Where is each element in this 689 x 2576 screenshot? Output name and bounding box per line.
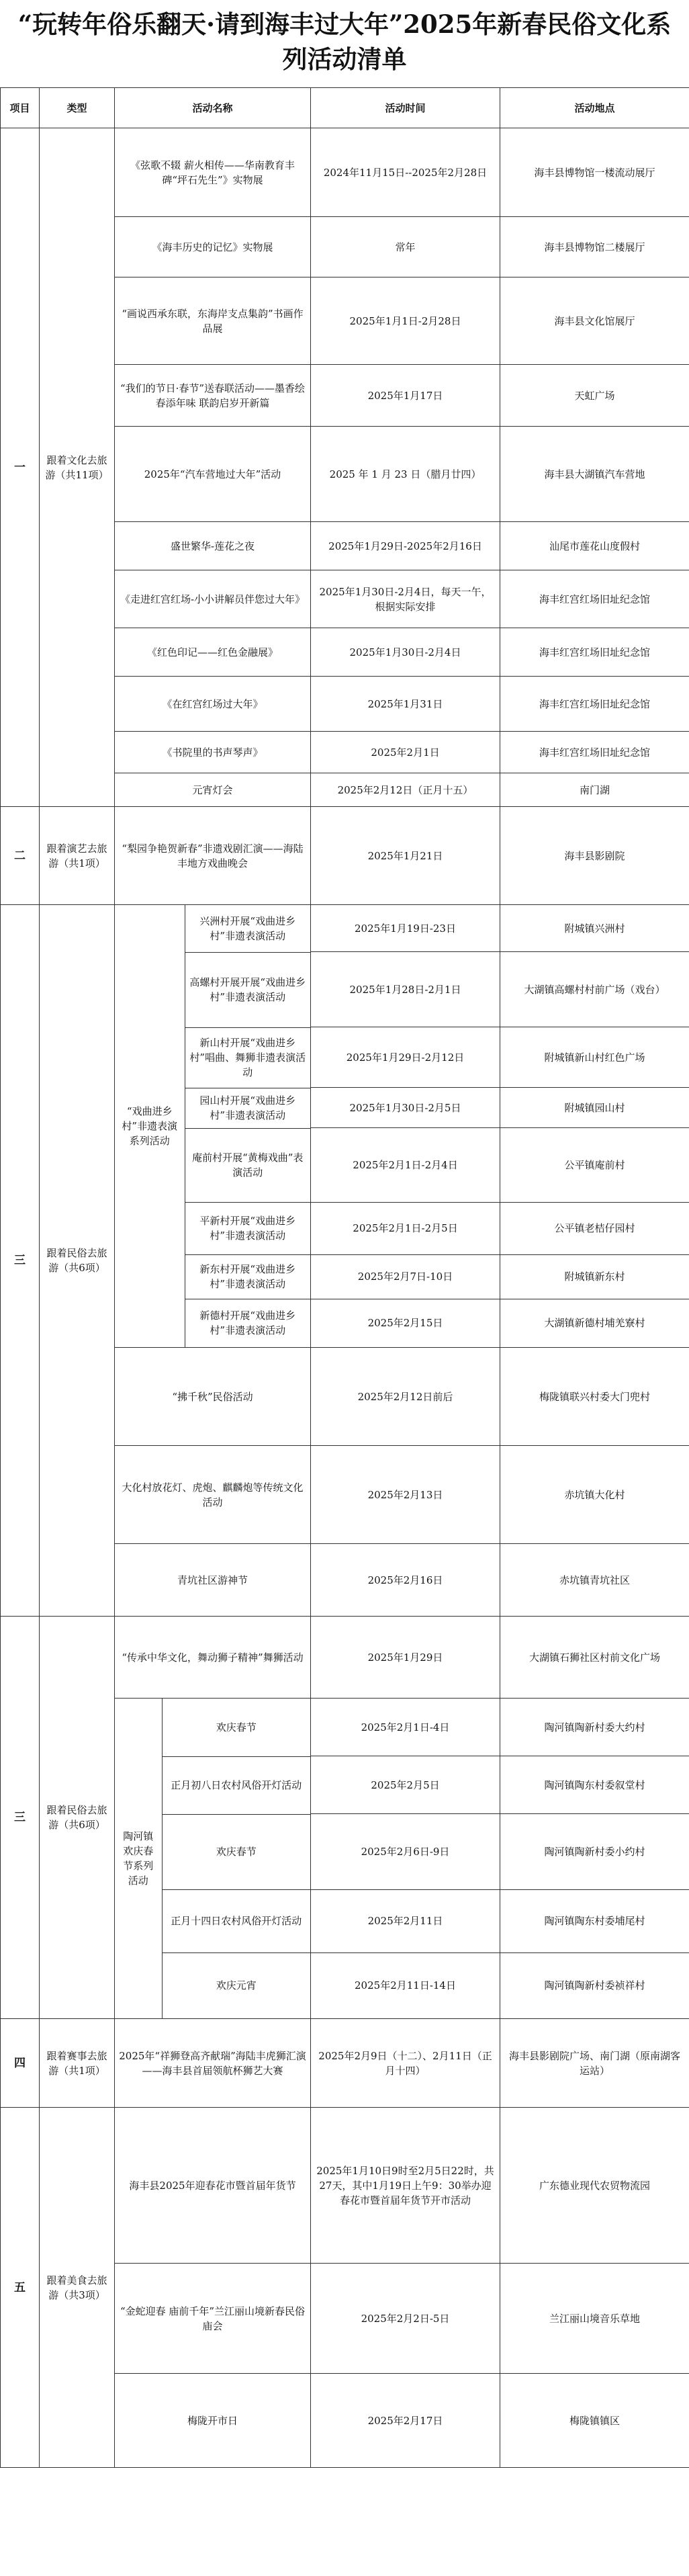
activity-time: 2025年2月9日（十二）、2月11日（正月十四） xyxy=(311,2019,500,2108)
group-category: 跟着民俗去旅游（共6项） xyxy=(40,905,115,1617)
activity-name: 盛世繁华-莲花之夜 xyxy=(115,522,311,570)
activity-time: 2025年2月17日 xyxy=(311,2374,500,2468)
activity-name: 欢庆春节 xyxy=(162,1699,310,1756)
group-category: 跟着赛事去旅游（共1项） xyxy=(40,2019,115,2108)
activity-place: 附城镇新东村 xyxy=(500,1254,689,1299)
activity-place: 陶河镇陶新村委小约村 xyxy=(500,1814,689,1889)
activity-time: 2025年2月13日 xyxy=(311,1446,500,1544)
group-number: 二 xyxy=(1,807,40,905)
activity-name: 欢庆春节 xyxy=(162,1814,310,1889)
activity-place: 陶河镇陶东村委叙堂村 xyxy=(500,1756,689,1814)
activity-time: 2025年1月30日-2月4日，每天一午，根据实际安排 xyxy=(311,570,500,628)
activity-name: 2025年“祥狮登高齐献瑞”海陆丰虎狮汇演——海丰县首届领航杯狮艺大赛 xyxy=(115,2019,311,2108)
activity-place: 附城镇园山村 xyxy=(500,1088,689,1128)
activity-time: 2025年2月15日 xyxy=(311,1299,500,1347)
activity-name: 新山村开展“戏曲进乡村”唱曲、舞狮非遗表演活动 xyxy=(185,1027,310,1088)
header-place: 活动地点 xyxy=(500,88,689,128)
activity-time: 2025年2月16日 xyxy=(311,1544,500,1617)
activity-name: 梅陇开市日 xyxy=(115,2374,311,2468)
table-row xyxy=(1,2108,689,2264)
title-line-1: “玩转年俗乐翻天·请到海丰过大年”2025年新春民俗文化系 xyxy=(17,9,672,39)
activity-name: 兴洲村开展“戏曲进乡村”非遗表演活动 xyxy=(185,905,310,952)
activity-time: 2025年1月29日-2月12日 xyxy=(311,1027,500,1088)
group-number: 三 xyxy=(1,1617,40,2019)
activity-place: 梅陇镇联兴村委大门兜村 xyxy=(500,1348,689,1446)
activity-name: 元宵灯会 xyxy=(115,773,311,807)
activity-time: 2025年2月1日-2月5日 xyxy=(311,1202,500,1254)
activity-place: 大湖镇石狮社区村前文化广场 xyxy=(500,1617,689,1699)
activity-time: 2025年2月11日 xyxy=(311,1889,500,1952)
activity-name: 《红色印记——红色金融展》 xyxy=(115,628,311,677)
activity-time: 2025年1月19日-23日 xyxy=(311,905,500,952)
activity-place: 陶河镇陶东村委埔尾村 xyxy=(500,1889,689,1952)
header-name: 活动名称 xyxy=(115,88,311,128)
activity-name: “画说西承东联，东海岸支点集韵”书画作品展 xyxy=(115,277,311,365)
activity-name: 2025年“汽车营地过大年”活动 xyxy=(115,427,311,522)
activity-place: 广东德业现代农贸物流园 xyxy=(500,2108,689,2264)
activity-place: 陶河镇陶新村委祯祥村 xyxy=(500,1952,689,2018)
activity-time: 2025年2月12日前后 xyxy=(311,1348,500,1446)
group-number: 四 xyxy=(1,2019,40,2108)
activity-time: 2025年1月29日 xyxy=(311,1617,500,1699)
activity-place: 公平镇老桔仔园村 xyxy=(500,1202,689,1254)
activity-place: 兰江丽山境音乐草地 xyxy=(500,2264,689,2374)
group-number: 一 xyxy=(1,128,40,807)
table-row xyxy=(1,1617,689,1699)
activity-time: 2025年1月30日-2月4日 xyxy=(311,628,500,677)
activity-time: 2025年1月21日 xyxy=(311,807,500,905)
activity-name: 《在红宫红场过大年》 xyxy=(115,677,311,732)
opera-subgroup xyxy=(115,905,311,1348)
activity-time: 2025年1月30日-2月5日 xyxy=(311,1088,500,1128)
activity-name: 《海丰历史的记忆》实物展 xyxy=(115,217,311,277)
activity-name: 高螺村开展开展“戏曲进乡村”非遗表演活动 xyxy=(185,952,310,1027)
activity-place: 附城镇新山村红色广场 xyxy=(500,1027,689,1088)
activity-place: 海丰县博物馆一楼流动展厅 xyxy=(500,128,689,217)
taohe-subgroup xyxy=(115,1699,311,2019)
activity-name: “拂千秋”民俗活动 xyxy=(115,1348,311,1446)
activity-place: 附城镇兴洲村 xyxy=(500,905,689,952)
group-number: 五 xyxy=(1,2108,40,2468)
activity-place: 海丰县影剧院广场、南门湖（原南湖客运站） xyxy=(500,2019,689,2108)
activity-time: 2025年1月17日 xyxy=(311,365,500,427)
table-header-row xyxy=(1,88,689,128)
activity-place: 海丰县影剧院 xyxy=(500,807,689,905)
activity-name: 庵前村开展“黄梅戏曲”表演活动 xyxy=(185,1128,310,1202)
header-category: 类型 xyxy=(40,88,115,128)
activity-name: 大化村放花灯、虎炮、麒麟炮等传统文化活动 xyxy=(115,1446,311,1544)
group-number: 三 xyxy=(1,905,40,1617)
activity-name: “我们的节日·春节”送春联活动——墨香绘春添年味 联韵启岁开新篇 xyxy=(115,365,311,427)
activity-time: 2025年2月1日-2月4日 xyxy=(311,1128,500,1202)
table-row xyxy=(1,2019,689,2108)
group-category: 跟着文化去旅游（共11项） xyxy=(40,128,115,807)
activity-place: 公平镇庵前村 xyxy=(500,1128,689,1202)
activity-place: 大湖镇高螺村村前广场（戏台） xyxy=(500,952,689,1027)
activity-time: 2024年11月15日--2025年2月28日 xyxy=(311,128,500,217)
activity-name: 新东村开展“戏曲进乡村”非遗表演活动 xyxy=(185,1254,310,1299)
activity-name: 园山村开展“戏曲进乡村”非遗表演活动 xyxy=(185,1088,310,1128)
activity-place: 海丰红宫红场旧址纪念馆 xyxy=(500,677,689,732)
activity-place: 海丰红宫红场旧址纪念馆 xyxy=(500,732,689,773)
activity-time: 2025 年 1 月 23 日（腊月廿四） xyxy=(311,427,500,522)
activity-name: 欢庆元宵 xyxy=(216,1979,257,1992)
title-line-2: 列活动清单 xyxy=(282,44,407,74)
activity-place: 海丰县博物馆二楼展厅 xyxy=(500,217,689,277)
activity-place: 梅陇镇镇区 xyxy=(500,2374,689,2468)
activity-name: 海丰县2025年迎春花市暨首届年货节 xyxy=(115,2108,311,2264)
activity-time: 2025年2月2日-5日 xyxy=(311,2264,500,2374)
activity-place: 赤坑镇青坑社区 xyxy=(500,1544,689,1617)
activity-name: 新德村开展“戏曲进乡村”非遗表演活动 xyxy=(199,1310,296,1337)
activity-time: 2025年1月29日-2025年2月16日 xyxy=(311,522,500,570)
activity-place: 海丰红宫红场旧址纪念馆 xyxy=(500,570,689,628)
activity-place: 赤坑镇大化村 xyxy=(500,1446,689,1544)
activity-place: 天虹广场 xyxy=(500,365,689,427)
activity-time: 2025年2月12日（正月十五） xyxy=(311,773,500,807)
activity-name: 正月十四日农村风俗开灯活动 xyxy=(162,1889,310,1952)
activity-time: 2025年1月28日-2月1日 xyxy=(311,952,500,1027)
activity-name: 正月初八日农村风俗开灯活动 xyxy=(162,1756,310,1814)
activity-time: 2025年1月31日 xyxy=(311,677,500,732)
activity-time: 常年 xyxy=(311,217,500,277)
subgroup-label: “戏曲进乡村”非遗表演系列活动 xyxy=(115,905,185,1347)
activity-time: 2025年2月6日-9日 xyxy=(311,1814,500,1889)
activity-time: 2025年2月1日 xyxy=(311,732,500,773)
activity-place: 海丰县大湖镇汽车营地 xyxy=(500,427,689,522)
taohe-subtable xyxy=(115,1699,310,2018)
activity-place: 海丰红宫红场旧址纪念馆 xyxy=(500,628,689,677)
activity-time: 2025年2月11日-14日 xyxy=(311,1952,500,2018)
activity-name: 《走进红宫红场-小小讲解员伴您过大年》 xyxy=(115,570,311,628)
activity-time: 2025年2月5日 xyxy=(311,1756,500,1814)
header-item: 项目 xyxy=(1,88,40,128)
activity-time: 2025年1月10日9时至2月5日22时，共27天，其中1月19日上午9：30举办迎春花市暨首届年货节开市活动 xyxy=(311,2108,500,2264)
table-row xyxy=(1,905,689,952)
activity-time: 2025年2月7日-10日 xyxy=(311,1254,500,1299)
group-category: 跟着美食去旅游（共3项） xyxy=(40,2108,115,2468)
activity-place: 汕尾市莲花山度假村 xyxy=(500,522,689,570)
opera-subtable xyxy=(115,905,310,1347)
activity-name: “梨园争艳贺新春”非遗戏剧汇演——海陆丰地方戏曲晚会 xyxy=(115,807,311,905)
activity-name: 平新村开展“戏曲进乡村”非遗表演活动 xyxy=(185,1202,310,1254)
activity-name: “金蛇迎春 庙前千年”兰江丽山境新春民俗庙会 xyxy=(115,2264,311,2374)
activity-name: 《书院里的书声琴声》 xyxy=(115,732,311,773)
activity-name: 青坑社区游神节 xyxy=(115,1544,311,1617)
activity-time: 2025年2月1日-4日 xyxy=(311,1699,500,1756)
group-category: 跟着演艺去旅游（共1项） xyxy=(40,807,115,905)
activity-time: 2025年1月1日-2月28日 xyxy=(311,277,500,365)
table-row xyxy=(1,128,689,217)
header-time: 活动时间 xyxy=(311,88,500,128)
page-title xyxy=(0,0,689,82)
group-category: 跟着民俗去旅游（共6项） xyxy=(40,1617,115,2019)
activity-place: 大湖镇新德村埔羌寮村 xyxy=(500,1299,689,1347)
activity-name: “传承中华文化，舞动狮子精神”舞狮活动 xyxy=(115,1617,311,1699)
subgroup-label: 陶河镇欢庆春节系列活动 xyxy=(115,1699,162,2018)
activity-table xyxy=(0,87,689,2468)
activity-place: 海丰县文化馆展厅 xyxy=(500,277,689,365)
activity-place: 南门湖 xyxy=(500,773,689,807)
activity-name: 《弦歌不辍 薪火相传——华南教育丰碑“坪石先生”》实物展 xyxy=(115,128,311,217)
table-row xyxy=(1,807,689,905)
activity-place: 陶河镇陶新村委大约村 xyxy=(500,1699,689,1756)
